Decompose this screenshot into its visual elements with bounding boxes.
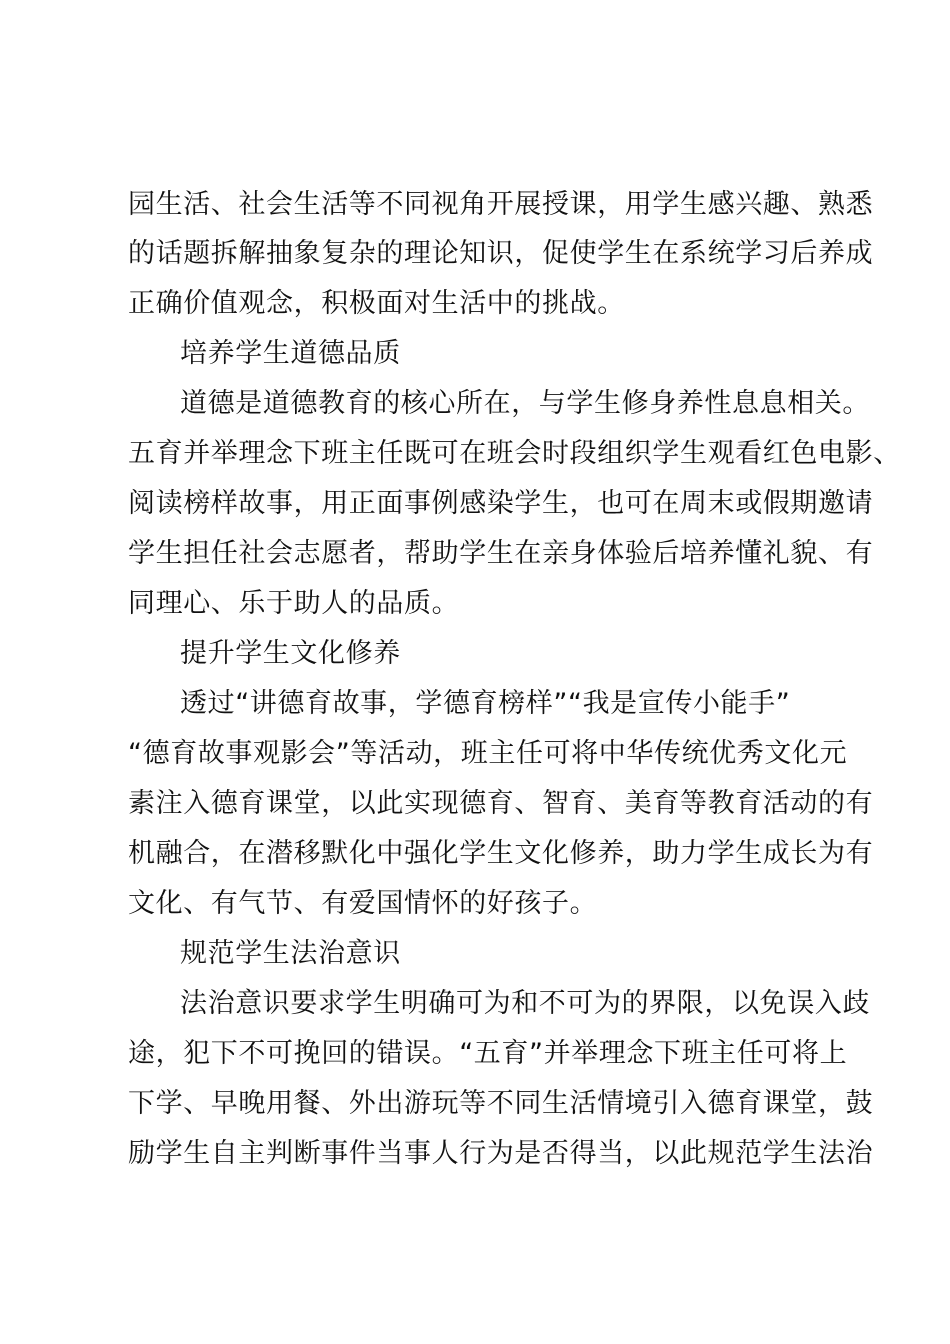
paragraph-line: 途，犯下不可挽回的错误。“五育”并举理念下班主任可将上 [128, 1038, 848, 1069]
paragraph-line: 同理心、乐于助人的品质。 [128, 588, 460, 619]
paragraph-line: 五育并举理念下班主任既可在班会时段组织学生观看红色电影、 [128, 438, 901, 469]
paragraph-line: 阅读榜样故事，用正面事例感染学生，也可在周末或假期邀请 [128, 488, 874, 519]
paragraph-line: 正确价值观念，积极面对生活中的挑战。 [128, 288, 625, 319]
paragraph-line: 园生活、社会生活等不同视角开展授课，用学生感兴趣、熟悉 [128, 189, 874, 220]
paragraph-line: 学生担任社会志愿者，帮助学生在亲身体验后培养懂礼貌、有 [128, 538, 874, 569]
paragraph-line: 法治意识要求学生明确可为和不可为的界限，以免误入歧 [180, 988, 870, 1019]
section-heading-legal-awareness: 规范学生法治意识 [180, 938, 401, 969]
paragraph-line: “德育故事观影会”等活动，班主任可将中华传统优秀文化元 [128, 738, 848, 769]
paragraph-line: 的话题拆解抽象复杂的理论知识，促使学生在系统学习后养成 [128, 238, 874, 269]
paragraph-line: 透过“讲德育故事，学德育榜样”“我是宣传小能手” [180, 688, 791, 719]
paragraph-line: 素注入德育课堂，以此实现德育、智育、美育等教育活动的有 [128, 788, 874, 819]
paragraph-line: 文化、有气节、有爱国情怀的好孩子。 [128, 888, 598, 919]
section-heading-moral-quality: 培养学生道德品质 [180, 338, 401, 369]
paragraph-line: 励学生自主判断事件当事人行为是否得当，以此规范学生法治 [128, 1138, 874, 1169]
paragraph-line: 下学、早晚用餐、外出游玩等不同生活情境引入德育课堂，鼓 [128, 1088, 874, 1119]
section-heading-cultural-literacy: 提升学生文化修养 [180, 638, 401, 669]
paragraph-line: 道德是道德教育的核心所在，与学生修身养性息息相关。 [180, 388, 870, 419]
paragraph-line: 机融合，在潜移默化中强化学生文化修养，助力学生成长为有 [128, 838, 874, 869]
